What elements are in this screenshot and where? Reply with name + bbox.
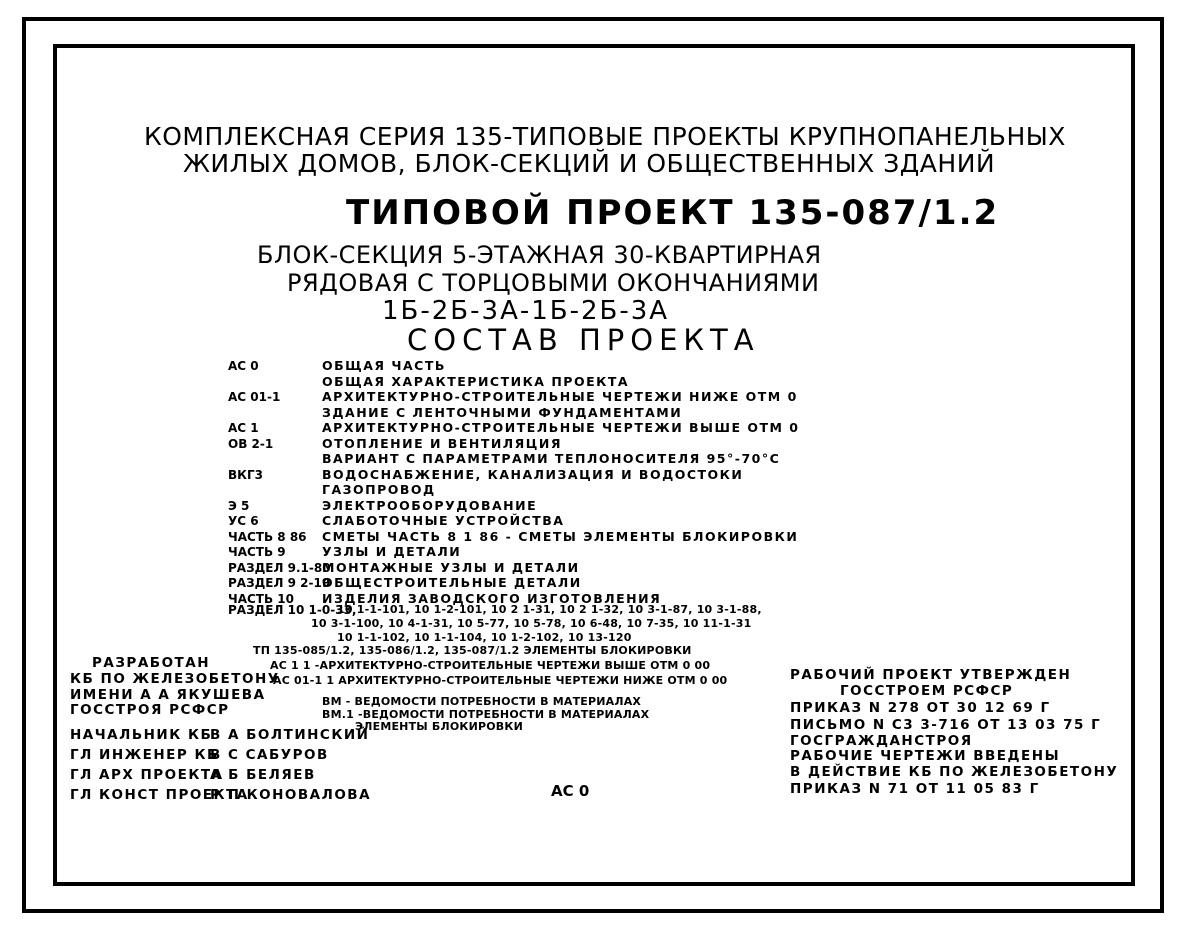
series-title-line-1: КОМПЛЕКСНАЯ СЕРИЯ 135-ТИПОВЫЕ ПРОЕКТЫ КРУПНОПАНЕЛЬНЫХ (144, 122, 1066, 151)
composition-description: ОБЩАЯ ЧАСТЬ (322, 358, 446, 373)
razdel10-code: РАЗДЕЛ 10 1-0-33, (228, 603, 357, 617)
section-codes: 1Б-2Б-3А-1Б-2Б-3А (382, 296, 670, 326)
composition-description: ВОДОСНАБЖЕНИЕ, КАНАЛИЗАЦИЯ И ВОДОСТОКИ (322, 467, 744, 482)
composition-code: АС 01-1 (228, 390, 281, 404)
composition-description: УЗЛЫ И ДЕТАЛИ (322, 544, 462, 559)
composition-description: ИЗДЕЛИЯ ЗАВОДСКОГО ИЗГОТОВЛЕНИЯ (322, 591, 662, 606)
approval-line-3: ПРИКАЗ N 278 ОТ 30 12 69 Г (790, 700, 1051, 716)
developer-line-1: РАЗРАБОТАН (92, 655, 210, 671)
composition-code: ОВ 2-1 (228, 437, 274, 451)
composition-code: ЧАСТЬ 9 (228, 545, 286, 559)
composition-description: ОТОПЛЕНИЕ И ВЕНТИЛЯЦИЯ (322, 436, 562, 451)
signature-role: ГЛ АРХ ПРОЕКТА (70, 767, 224, 783)
composition-description: ОБЩЕСТРОИТЕЛЬНЫЕ ДЕТАЛИ (322, 575, 582, 590)
project-title: ТИПОВОЙ ПРОЕКТ 135-087/1.2 (346, 193, 1000, 233)
approval-line-4: ПИСЬМО N С3 3-716 ОТ 13 03 75 Г (790, 717, 1102, 733)
composition-description: ЗДАНИЕ С ЛЕНТОЧНЫМИ ФУНДАМЕНТАМИ (322, 405, 683, 420)
tp-line-1: ТП 135-085/1.2, 135-086/1.2, 135-087/1.2 ЭЛЕМЕНТЫ БЛОКИРОВКИ (253, 644, 692, 657)
razdel10-line-3: 10 1-1-102, 10 1-1-104, 10 1-2-102, 10 13-120 (337, 631, 632, 644)
tp-line-3: АС 01-1 1 АРХИТЕКТУРНО-СТРОИТЕЛЬНЫЕ ЧЕРТЕЖИ НИЖЕ ОТМ 0 00 (273, 674, 728, 687)
vm-line-3: ЭЛЕМЕНТЫ БЛОКИРОВКИ (355, 720, 523, 733)
composition-title: СОСТАВ ПРОЕКТА (407, 323, 760, 357)
signature-name: Р П КОНОВАЛОВА (210, 787, 372, 803)
composition-code: РАЗДЕЛ 9 2-19 (228, 576, 331, 590)
approval-line-5: ГОСГРАЖДАНСТРОЯ (790, 733, 973, 749)
composition-description: АРХИТЕКТУРНО-СТРОИТЕЛЬНЫЕ ЧЕРТЕЖИ НИЖЕ ОТМ 0 (322, 389, 798, 404)
razdel10-line-2: 10 3-1-100, 10 4-1-31, 10 5-77, 10 5-78, 10 6-48, 10 7-35, 10 11-1-31 (311, 617, 752, 630)
composition-code: Э 5 (228, 499, 250, 513)
developer-line-3: ИМЕНИ А А ЯКУШЕВА (70, 687, 266, 703)
composition-code: РАЗДЕЛ 9.1-80 (228, 561, 331, 575)
composition-code: АС 0 (228, 359, 259, 373)
composition-code: ВКГ3 (228, 468, 263, 482)
composition-code: ЧАСТЬ 10 (228, 592, 294, 606)
approval-line-6: РАБОЧИЕ ЧЕРТЕЖИ ВВЕДЕНЫ (790, 748, 1061, 764)
signature-role: НАЧАЛЬНИК КБ (70, 727, 213, 743)
signature-name: А Б БЕЛЯЕВ (210, 767, 316, 783)
signature-role: ГЛ ИНЖЕНЕР КБ (70, 747, 219, 763)
vm-line-2: ВМ.1 -ВЕДОМОСТИ ПОТРЕБНОСТИ В МАТЕРИАЛАХ (322, 708, 650, 721)
approval-line-2: ГОССТРОЕМ РСФСР (840, 683, 1014, 699)
composition-description: ЭЛЕКТРООБОРУДОВАНИЕ (322, 498, 538, 513)
composition-code: УС 6 (228, 514, 259, 528)
vm-line-1: ВМ - ВЕДОМОСТИ ПОТРЕБНОСТИ В МАТЕРИАЛАХ (322, 695, 642, 708)
razdel10-line-1: 10 1-1-101, 10 1-2-101, 10 2 1-31, 10 2 1-32, 10 3-1-87, 10 3-1-88, (337, 603, 762, 616)
composition-description: СМЕТЫ ЧАСТЬ 8 1 86 - СМЕТЫ ЭЛЕМЕНТЫ БЛОКИРОВКИ (322, 529, 799, 544)
approval-line-8: ПРИКАЗ N 71 ОТ 11 05 83 Г (790, 781, 1040, 797)
section-title-line-2: РЯДОВАЯ С ТОРЦОВЫМИ ОКОНЧАНИЯМИ (287, 269, 820, 297)
signature-name: В А БОЛТИНСКИЙ (210, 727, 370, 743)
composition-description: СЛАБОТОЧНЫЕ УСТРОЙСТВА (322, 513, 565, 528)
sheet-code: АС 0 (551, 782, 590, 800)
composition-code: АС 1 (228, 421, 259, 435)
composition-code: ЧАСТЬ 8 86 (228, 530, 307, 544)
series-title-line-2: ЖИЛЫХ ДОМОВ, БЛОК-СЕКЦИЙ И ОБЩЕСТВЕННЫХ ЗДАНИЙ (183, 149, 996, 178)
composition-description: МОНТАЖНЫЕ УЗЛЫ И ДЕТАЛИ (322, 560, 580, 575)
tp-line-2: АС 1 1 -АРХИТЕКТУРНО-СТРОИТЕЛЬНЫЕ ЧЕРТЕЖИ ВЫШЕ ОТМ 0 00 (270, 659, 711, 672)
composition-description: ВАРИАНТ С ПАРАМЕТРАМИ ТЕПЛОНОСИТЕЛЯ 95°-70°С (322, 451, 781, 466)
approval-line-7: В ДЕЙСТВИЕ КБ ПО ЖЕЛЕЗОБЕТОНУ (790, 764, 1119, 780)
approval-line-1: РАБОЧИЙ ПРОЕКТ УТВЕРЖДЕН (790, 667, 1072, 683)
signature-role: ГЛ КОНСТ ПРОЕКТА (70, 787, 249, 803)
signature-name: В С САБУРОВ (210, 747, 329, 763)
developer-line-2: КБ ПО ЖЕЛЕЗОБЕТОНУ (70, 671, 280, 687)
composition-description: ГАЗОПРОВОД (322, 482, 436, 497)
composition-description: АРХИТЕКТУРНО-СТРОИТЕЛЬНЫЕ ЧЕРТЕЖИ ВЫШЕ ОТМ 0 (322, 420, 800, 435)
composition-description: ОБЩАЯ ХАРАКТЕРИСТИКА ПРОЕКТА (322, 374, 630, 389)
section-title-line-1: БЛОК-СЕКЦИЯ 5-ЭТАЖНАЯ 30-КВАРТИРНАЯ (257, 241, 822, 269)
developer-line-4: ГОССТРОЯ РСФСР (70, 702, 230, 718)
